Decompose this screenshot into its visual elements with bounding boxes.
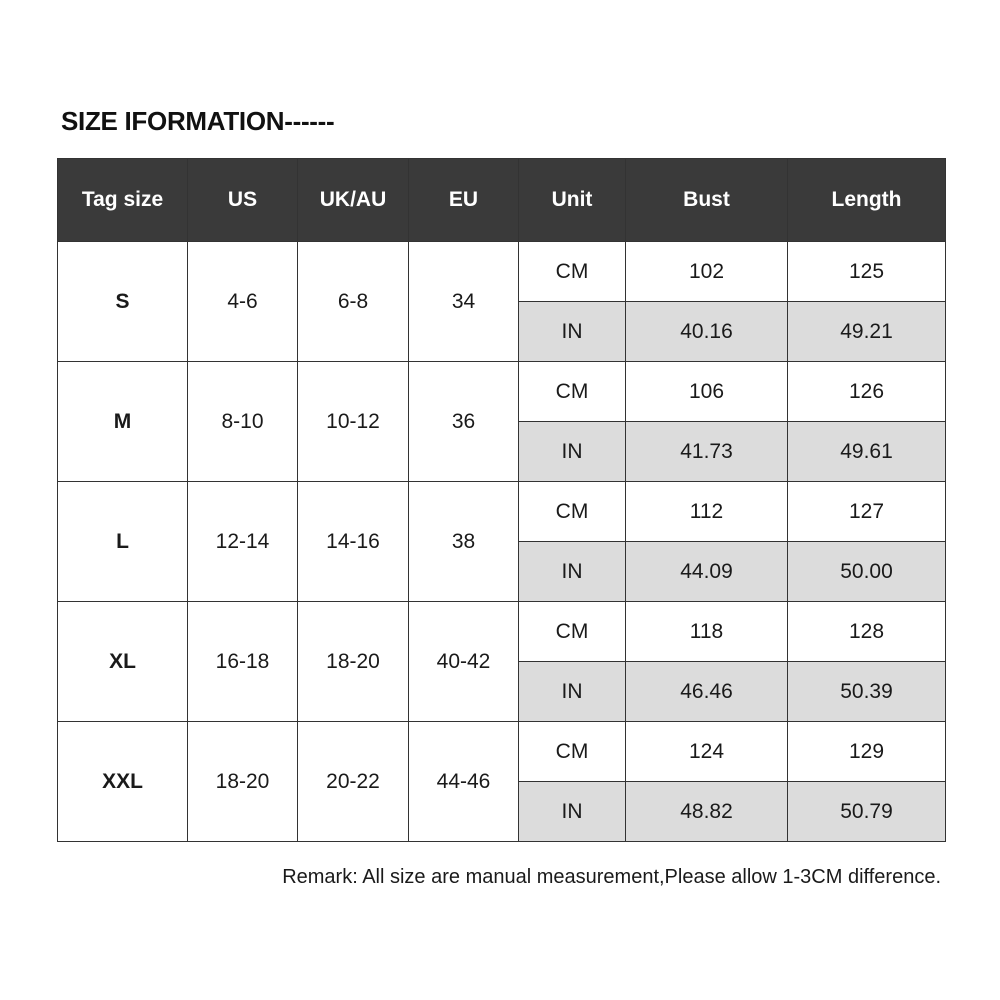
bust-cell: 44.09 [626, 542, 788, 602]
uk-au-size-cell: 20-22 [298, 722, 409, 842]
eu-size-cell: 36 [409, 362, 519, 482]
length-cell: 49.61 [788, 422, 946, 482]
length-cell: 127 [788, 482, 946, 542]
eu-size-cell: 34 [409, 242, 519, 362]
bust-cell: 41.73 [626, 422, 788, 482]
size-chart-table [57, 158, 946, 842]
unit-cell: IN [519, 542, 626, 602]
header-us: US [188, 159, 298, 242]
bust-cell: 102 [626, 242, 788, 302]
length-cell: 49.21 [788, 302, 946, 362]
tag-size-cell: L [58, 482, 188, 602]
unit-cell: CM [519, 602, 626, 662]
header-eu: EU [409, 159, 519, 242]
bust-cell: 46.46 [626, 662, 788, 722]
uk-au-size-cell: 14-16 [298, 482, 409, 602]
bust-cell: 112 [626, 482, 788, 542]
tag-size-cell: M [58, 362, 188, 482]
bust-cell: 48.82 [626, 782, 788, 842]
length-cell: 50.00 [788, 542, 946, 602]
bust-cell: 106 [626, 362, 788, 422]
header-length: Length [788, 159, 946, 242]
header-unit: Unit [519, 159, 626, 242]
us-size-cell: 4-6 [188, 242, 298, 362]
unit-cell: IN [519, 422, 626, 482]
table-header-row [58, 159, 946, 242]
uk-au-size-cell: 18-20 [298, 602, 409, 722]
length-cell: 125 [788, 242, 946, 302]
header-bust: Bust [626, 159, 788, 242]
length-cell: 50.39 [788, 662, 946, 722]
length-cell: 128 [788, 602, 946, 662]
unit-cell: CM [519, 362, 626, 422]
us-size-cell: 8-10 [188, 362, 298, 482]
unit-cell: IN [519, 302, 626, 362]
unit-cell: CM [519, 722, 626, 782]
tag-size-cell: XL [58, 602, 188, 722]
length-cell: 129 [788, 722, 946, 782]
table-row [58, 722, 946, 782]
length-cell: 50.79 [788, 782, 946, 842]
header-tag-size: Tag size [58, 159, 188, 242]
table-row [58, 482, 946, 542]
eu-size-cell: 44-46 [409, 722, 519, 842]
bust-cell: 118 [626, 602, 788, 662]
unit-cell: CM [519, 482, 626, 542]
us-size-cell: 12-14 [188, 482, 298, 602]
uk-au-size-cell: 6-8 [298, 242, 409, 362]
length-cell: 126 [788, 362, 946, 422]
tag-size-cell: S [58, 242, 188, 362]
uk-au-size-cell: 10-12 [298, 362, 409, 482]
page-title: SIZE IFORMATION------ [61, 106, 335, 136]
eu-size-cell: 38 [409, 482, 519, 602]
eu-size-cell: 40-42 [409, 602, 519, 722]
table-row [58, 242, 946, 302]
us-size-cell: 16-18 [188, 602, 298, 722]
us-size-cell: 18-20 [188, 722, 298, 842]
tag-size-cell: XXL [58, 722, 188, 842]
unit-cell: IN [519, 782, 626, 842]
remark-text: Remark: All size are manual measurement,Please allow 1-3CM difference. [282, 866, 941, 888]
table-row [58, 602, 946, 662]
header-uk-au: UK/AU [298, 159, 409, 242]
table-row [58, 362, 946, 422]
bust-cell: 40.16 [626, 302, 788, 362]
unit-cell: CM [519, 242, 626, 302]
bust-cell: 124 [626, 722, 788, 782]
unit-cell: IN [519, 662, 626, 722]
